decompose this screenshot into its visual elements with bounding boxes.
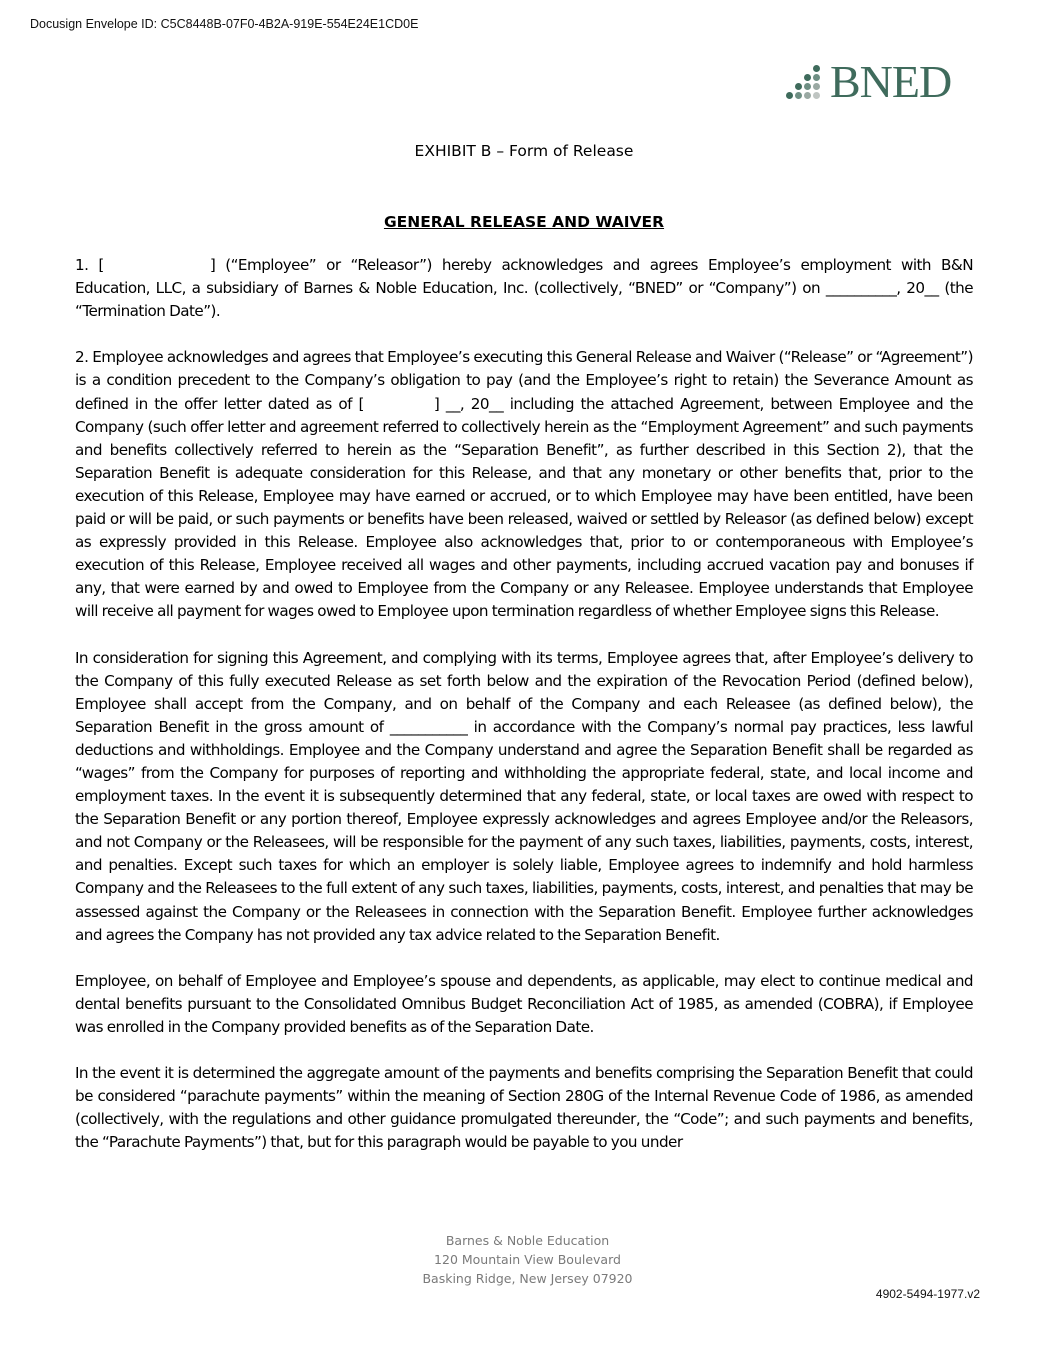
logo-text: BNED <box>830 56 952 107</box>
paragraph-1 <box>75 254 973 323</box>
logo-dot <box>804 83 811 90</box>
paragraph-3: In consideration for signing this Agreement, and complying with its terms, Employee agrees that, after Employee’s delivery to the Company of this fully executed Release as set forth below and the expiration of the Revocation Period (defined below), Employee shall accept from the Company, and on behalf of the Company and each Releasee (as defined below), the Separation Benefit in the gross amount of ___________ in accordance with the Company’s normal pay practices, less lawful deductions and withholdings. Employee and the Company understand and agree the Separation Benefit shall be regarded as “wages” from the Company for purposes of reporting and withholding the appropriate federal, state, and local income and employment taxes. In the event it is subsequently determined that any federal, state, or local taxes are owed with respect to the Separation Benefit or any portion thereof, Employee expressly acknowledges and agrees Employee and/or the Releasors, and not Company or the Releasees, will be responsible for the payment of any such taxes, liabilities, payments, costs, interest, and penalties. Except such taxes for which an employer is solely liable, Employee agrees to indemnify and hold harmless Company and the Releasees to the full extent of any such taxes, liabilities, payments, costs, interest, and penalties that may be assessed against the Company or the Releasees in connection with the Separation Benefit. Employee further acknowledges and agrees the Company has not provided any tax advice related to the Separation Benefit. <box>75 648 973 944</box>
document-id: 4902-5494-1977.v2 <box>875 1287 980 1301</box>
logo-dot <box>813 92 820 99</box>
paragraph-5: In the event it is determined the aggregate amount of the payments and benefits comprising the Separation Benefit that could be considered “parachute payments” within the meaning of Section 280G of the Internal Revenue Code of 1986, as amended (collectively, with the regulations and other guidance promulgated thereunder, the “Code”; and such payments and benefits, the “Parachute Payments”) that, but for this paragraph would be payable to you under <box>75 1064 973 1152</box>
paragraph-1-prefix: 1. [ <box>75 256 104 275</box>
exhibit-heading: EXHIBIT B – Form of Release <box>414 142 634 160</box>
footer-city: Basking Ridge, New Jersey 07920 <box>422 1271 633 1287</box>
paragraph-2-after-blank: ] __, 20__ including the attached Agreement, between Employee and the Company (such offer letter and agreement referred to collectively herein as the “Employment Agreement” and such payments and benefits collectively referred to herein as the “Separation Benefit”, as further described in this Section 2), that the Separation Benefit is adequate consideration for this Release, and that any monetary or other benefits that, prior to the execution of this Release, Employee may have earned or accrued, or to which Employee may have been entitled, have been paid or will be paid, or such payments or benefits have been released, waived or settled by Releasor (as defined below) except as expressly provided in this Release. Employee also acknowledges that, prior to or contemporaneous with Employee’s execution of this Release, Employee received all wages and other payments, including accrued vacation pay and bonuses if any, that were earned by and owed to Employee from the Company or any Releasee. Employee understands that Employee will receive all payment for wages owed to Employee upon termination regardless of whether Employee signs this Release. <box>75 394 973 621</box>
logo-dot <box>804 74 811 81</box>
paragraph-2 <box>75 346 973 623</box>
logo-dot <box>813 65 820 72</box>
footer-street: 120 Mountain View Boulevard <box>434 1252 621 1268</box>
logo-dots-icon <box>784 62 826 102</box>
logo-dot <box>804 92 811 99</box>
logo-dot <box>813 74 820 81</box>
paragraph-2-before-blank: 2. Employee acknowledges and agrees that Employee’s executing this General Release and Waiver (“Release” or “Agreement”) is a condition precedent to the Company’s obligation to pay (and the Employee’s right to retain) the Severance Amount as defined in the offer letter dated as of [ <box>75 348 973 413</box>
footer-address <box>0 1231 1055 1289</box>
logo-dot <box>795 92 802 99</box>
document-body <box>75 140 973 1154</box>
paragraph-4: Employee, on behalf of Employee and Employee’s spouse and dependents, as applicable, may elect to continue medical and dental benefits pursuant to the Consolidated Omnibus Budget Reconciliation Act of 1985, as amended (COBRA), if Employee was enrolled in the Company provided benefits as of the Separation Date. <box>75 971 973 1036</box>
logo-dot <box>786 92 793 99</box>
docusign-envelope-id: Docusign Envelope ID: C5C8448B-07F0-4B2A-919E-554E24E1CD0E <box>30 17 419 31</box>
document-title: GENERAL RELEASE AND WAIVER <box>383 213 665 231</box>
logo-dot <box>813 83 820 90</box>
logo-dot <box>795 83 802 90</box>
footer-company: Barnes & Noble Education <box>445 1233 610 1248</box>
paragraph-1-text: ] (“Employee” or “Releasor”) hereby acknowledges and agrees Employee’s employment with B&N Education, LLC, a subsidiary of Barnes & Noble Education, Inc. (collectively, “BNED” or “Company”) on __________, 20__ (the “Termination Date”). <box>75 256 974 321</box>
bned-logo <box>784 56 952 107</box>
